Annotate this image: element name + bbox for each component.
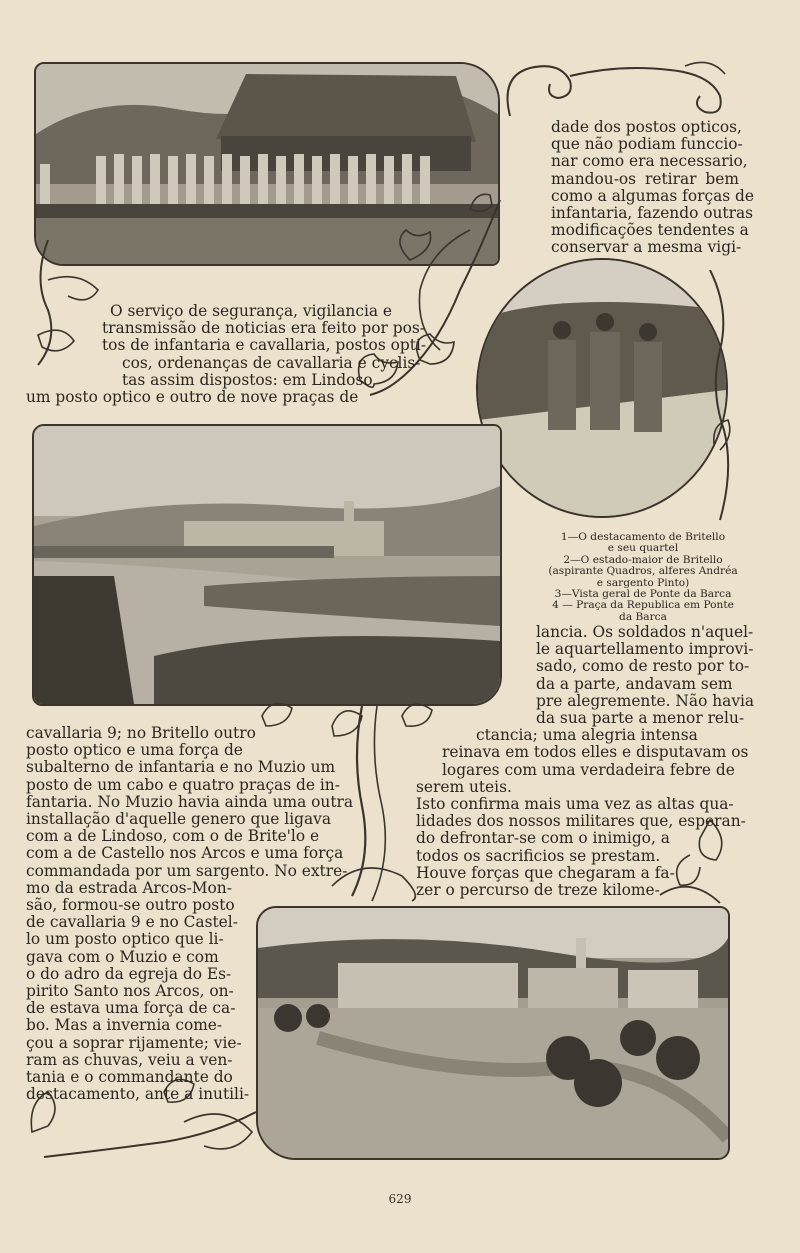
text-line: um posto optico e outro de nove praças de — [26, 388, 359, 407]
caption-line: e sargento Pinto) — [596, 576, 690, 589]
text-line: O serviço de segurança, vigilancia e — [110, 302, 393, 320]
caption-line: 2—O estado-maior de Britello — [563, 553, 723, 566]
text-line: installação d'aquelle genero que ligava — [26, 810, 332, 829]
photo-captions — [545, 532, 741, 623]
text-line: de estava uma força de ca- — [26, 999, 236, 1018]
text-line: modificações tendentes a — [551, 221, 749, 240]
text-line: o do adro da egreja do Es- — [26, 964, 232, 983]
text-line: gava com o Muzio e com — [26, 947, 219, 966]
text-line: bo. Mas a invernia come- — [26, 1016, 223, 1035]
text-line: reinava em todos elles e disputavam os — [442, 743, 749, 762]
text-line: mo da estrada Arcos-Mon- — [26, 878, 232, 897]
paragraph-left-2 — [26, 724, 354, 1104]
text-line: tania e o commandante do — [26, 1068, 233, 1087]
paragraph-top-right — [551, 118, 754, 257]
text-line: posto de um cabo e quatro praças de in- — [26, 775, 340, 794]
paragraph-left-1 — [26, 302, 427, 407]
text-line: subalterno de infantaria e no Muzio um — [26, 758, 336, 777]
text-line: çou a soprar rijamente; vie- — [26, 1033, 242, 1052]
ornament-right-scroll-mid — [690, 270, 735, 530]
text-line: da a parte, andavam sem — [536, 674, 733, 693]
text-line: sado, como de resto por to- — [536, 657, 750, 676]
text-line: logares com uma verdadeira febre de — [442, 760, 735, 779]
text-line: destacamento, ante a inutili- — [26, 1085, 250, 1104]
text-line: com a de Lindoso, com o de Brite'lo e — [26, 827, 320, 846]
text-line: como a algumas forças de — [551, 186, 754, 205]
text-line: lancia. Os soldados n'aquel- — [536, 623, 754, 641]
text-line: com a de Castello nos Arcos e uma força — [26, 844, 344, 863]
text-line: tos de infantaria e cavallaria, postos opti- — [102, 336, 427, 355]
caption-line: da Barca — [619, 610, 667, 623]
text-line: de cavallaria 9 e no Castel- — [26, 913, 238, 932]
text-line: serem uteis. — [416, 777, 512, 796]
text-line: cos, ordenanças de cavallaria e cyclis- — [122, 353, 421, 372]
text-line: lo um posto optico que li- — [26, 930, 224, 949]
paragraph-right-2 — [416, 623, 755, 900]
text-line: que não podiam funccio- — [551, 135, 743, 154]
ornament-top-right-scroll — [500, 56, 735, 126]
text-line: lidades dos nossos militares que, esperan- — [416, 812, 746, 831]
text-line: nar como era necessario, — [551, 152, 748, 171]
text-line: todos os sacrificios se prestam. — [416, 846, 661, 865]
text-line: pirito Santo nos Arcos, on- — [26, 982, 234, 1001]
text-line: da sua parte a menor relu- — [536, 709, 745, 728]
text-line: transmissão de noticias era feito por pos- — [102, 319, 426, 338]
caption-line: 4 — Praça da Republica em Ponte — [552, 599, 734, 612]
text-line: cavallaria 9; no Britello outro — [26, 724, 256, 742]
text-line: posto optico e uma força de — [26, 741, 243, 760]
text-line: tas assim dispostos: em Lindoso — [122, 370, 373, 389]
text-line: do defrontar-se com o inimigo, a — [416, 829, 670, 848]
text-line: mandou-os retirar bem — [551, 169, 739, 188]
text-line: Houve forças que chegaram a fa- — [416, 863, 675, 882]
caption-line: (aspirante Quadros, alferes Andréa — [548, 565, 738, 578]
text-line: infantaria, fazendo outras — [551, 204, 754, 223]
text-line: ram as chuvas, veiu a ven- — [26, 1050, 233, 1069]
text-line: zer o percurso de treze kilome- — [416, 881, 660, 900]
text-line: Isto confirma mais uma vez as altas qua- — [416, 795, 734, 814]
text-line: conservar a mesma vigi- — [551, 238, 742, 257]
text-line: commandada por um sargento. No extre- — [26, 861, 348, 880]
caption-line: 1—O destacamento de Britello — [560, 531, 726, 543]
text-line: le aquartellamento improvi- — [536, 640, 754, 659]
text-line: pre alegremente. Não havia — [536, 691, 755, 710]
caption-line: 3—Vista geral de Ponte da Barca — [554, 588, 732, 601]
text-line: fantaria. No Muzio havia ainda uma outra — [26, 792, 354, 811]
text-line: são, formou-se outro posto — [26, 896, 235, 915]
page-number: 629 — [388, 1192, 412, 1206]
text-line: dade dos postos opticos, — [551, 118, 742, 136]
text-line: ctancia; uma alegria intensa — [476, 726, 698, 745]
caption-line: e seu quartel — [607, 542, 679, 555]
